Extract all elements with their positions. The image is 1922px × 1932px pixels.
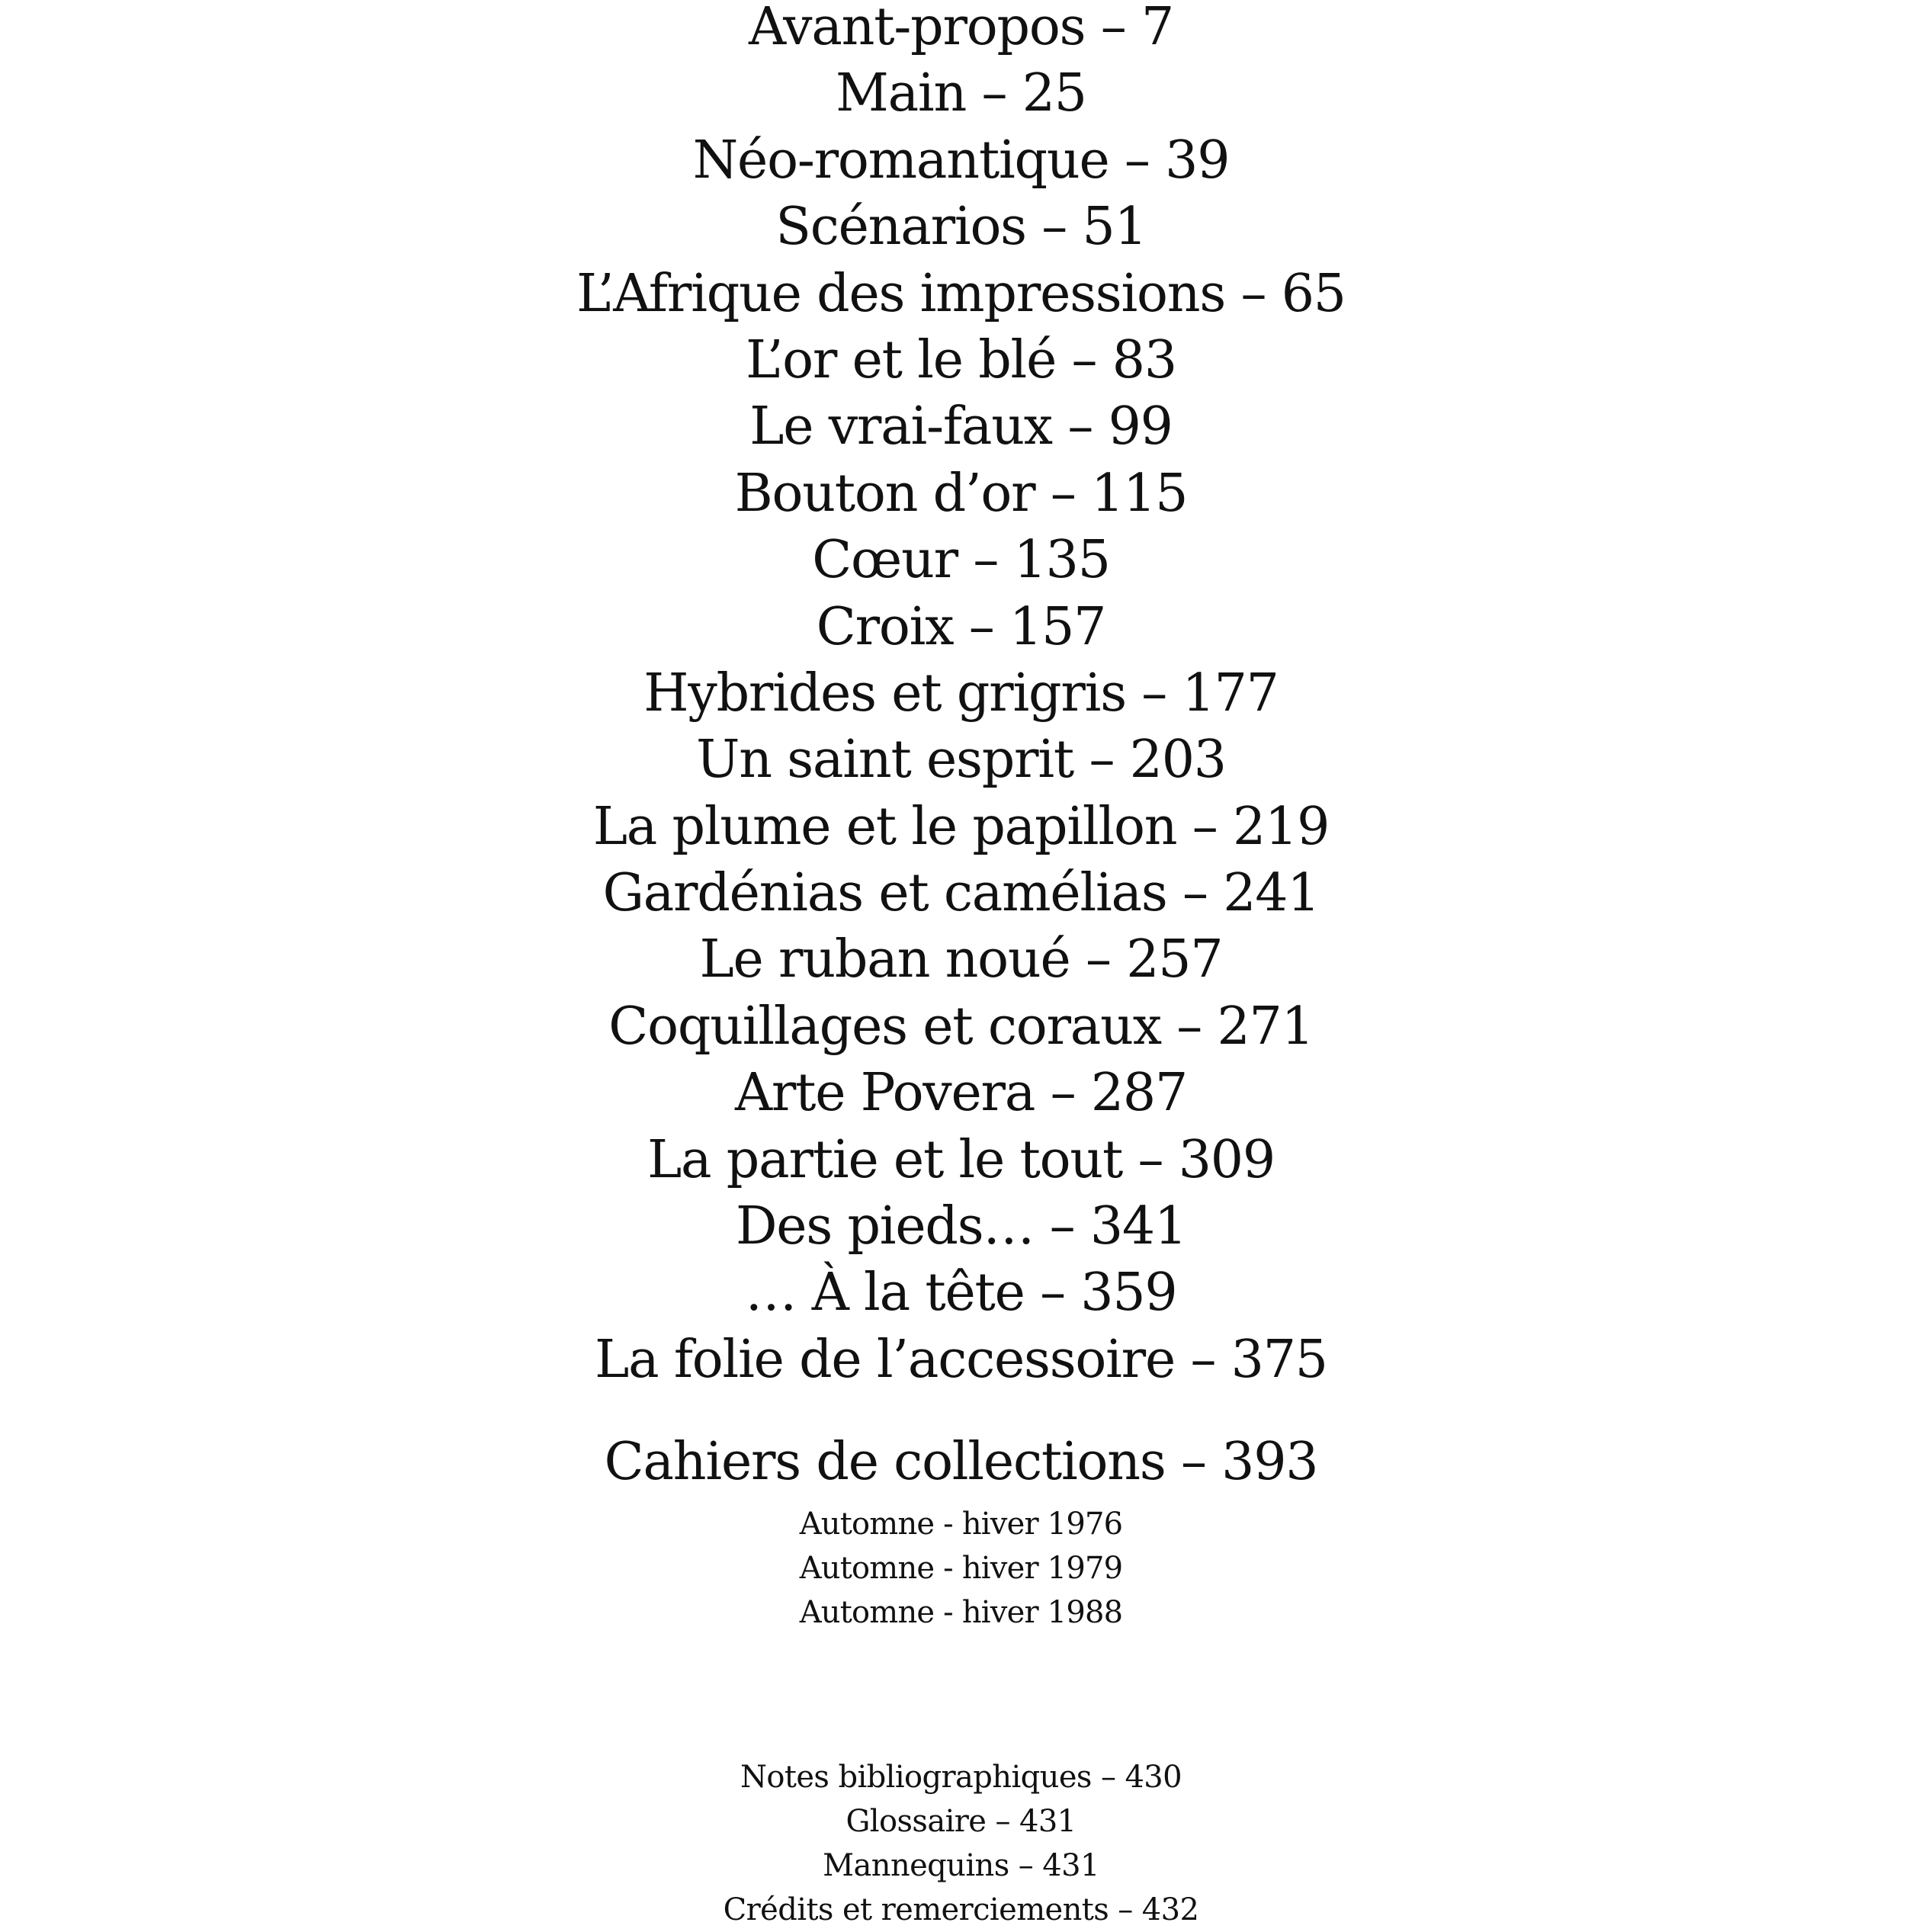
toc-entry: La partie et le tout – 309 <box>647 1129 1275 1190</box>
backmatter-entry: Glossaire – 431 <box>845 1804 1077 1839</box>
toc-entry: Main – 25 <box>836 63 1086 124</box>
season-list <box>0 1502 1922 1635</box>
toc-entry: La folie de l’accessoire – 375 <box>595 1329 1327 1390</box>
toc-entry: Cœur – 135 <box>812 530 1110 591</box>
backmatter-entry: Crédits et remerciements – 432 <box>723 1892 1199 1927</box>
toc-entry: L’Afrique des impressions – 65 <box>576 263 1346 324</box>
toc-entry: Scénarios – 51 <box>775 197 1147 258</box>
toc-entry: Hybrides et grigris – 177 <box>643 663 1279 724</box>
toc-entry: L’or et le blé – 83 <box>746 329 1176 390</box>
cahiers-section <box>0 1426 1922 1635</box>
season-entry: Automne - hiver 1976 <box>799 1507 1123 1542</box>
toc-entry: Croix – 157 <box>816 596 1106 657</box>
toc-entry: Le vrai-faux – 99 <box>749 396 1173 457</box>
cahiers-title: Cahiers de collections – 393 <box>604 1432 1318 1492</box>
backmatter-list <box>0 1755 1922 1932</box>
toc-entry: La plume et le papillon – 219 <box>592 796 1330 857</box>
toc-entry: Avant-propos – 7 <box>748 0 1174 57</box>
backmatter-entry: Notes bibliographiques – 430 <box>740 1760 1182 1795</box>
toc-entry: Arte Povera – 287 <box>734 1063 1188 1124</box>
toc-entry: Des pieds… – 341 <box>735 1196 1187 1257</box>
toc-entry: … À la tête – 359 <box>745 1263 1177 1324</box>
toc-entry: Gardénias et camélias – 241 <box>602 863 1320 924</box>
toc-entry: Un saint esprit – 203 <box>696 730 1226 791</box>
toc-entry: Le ruban noué – 257 <box>699 929 1223 990</box>
toc-entry: Néo-romantique – 39 <box>692 130 1230 191</box>
season-entry: Automne - hiver 1988 <box>799 1595 1123 1630</box>
season-entry: Automne - hiver 1979 <box>799 1551 1123 1586</box>
backmatter-entry: Mannequins – 431 <box>823 1848 1099 1883</box>
toc-entry: Coquillages et coraux – 271 <box>608 996 1314 1057</box>
toc-entry: Bouton d’or – 115 <box>734 463 1188 524</box>
